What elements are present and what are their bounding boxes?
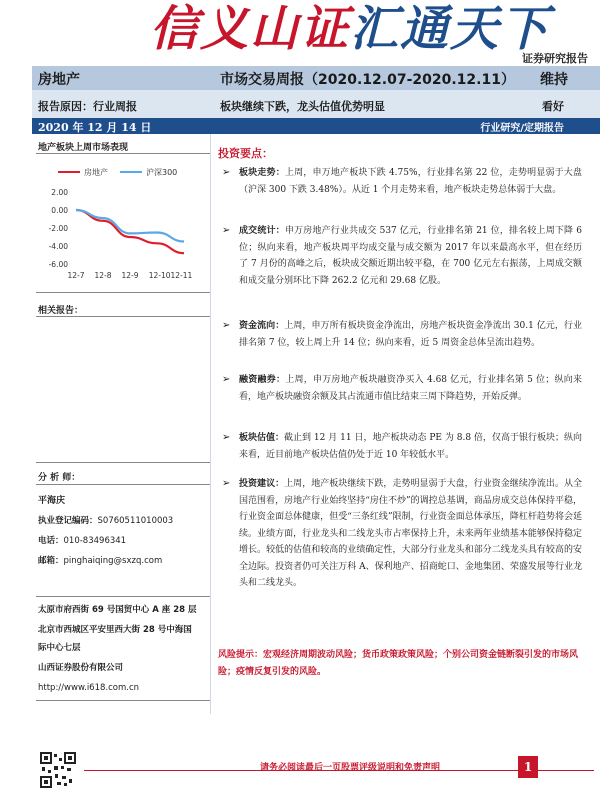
x-tick-label: 12-7 — [67, 271, 85, 280]
email-link[interactable]: pinghaiqing@sxzq.com — [63, 556, 163, 566]
divider — [36, 292, 210, 293]
industry-label: 房地产 — [38, 72, 80, 88]
arrow-bullet-icon: ➢ — [222, 478, 231, 489]
rating-action: 维持 — [540, 72, 568, 88]
bullet-label: 板块估值： — [239, 433, 285, 443]
arrow-bullet-icon: ➢ — [222, 374, 231, 385]
y-tick-label: -6.00 — [48, 260, 68, 269]
address-line-2: 北京市西城区平安里西大街 28 号中海国 — [38, 625, 192, 635]
report-subtitle: 板块继续下跌，龙头估值优势明显 — [220, 100, 385, 113]
address-line-1: 太原市府西街 69 号国贸中心 A 座 28 层 — [38, 605, 197, 615]
bullet-trend — [222, 165, 582, 198]
bullet-volume — [222, 223, 582, 289]
bullet-text: 上周，申万房地产板块融资净买入 4.68 亿元，行业排名第 5 位；纵向来看，地产板块融资余额及其占流通市值比结束三周下降趋势，开始反弹。 — [239, 375, 582, 402]
email-label: 邮箱： — [38, 556, 64, 566]
column-divider — [210, 134, 211, 714]
bullet-label: 资金流向： — [239, 321, 285, 331]
divider — [36, 700, 210, 701]
report-category: 行业研究/定期报告 — [480, 123, 564, 134]
license-line — [38, 514, 173, 526]
related-reports-title: 相关报告： — [38, 306, 84, 316]
license-value: S0760511010003 — [97, 516, 174, 526]
market-performance-chart — [34, 158, 212, 286]
risk-label: 风险提示： — [218, 650, 264, 660]
email-line — [38, 554, 162, 566]
divider — [36, 484, 210, 485]
bullet-text: 截止到 12 月 11 日，地产板块动态 PE 为 8.8 倍，仅高于银行板块；纵向来看，近目前地产板块估值仍处于近 10 年较低水平。 — [239, 433, 582, 460]
divider — [36, 153, 210, 154]
y-tick-label: -2.00 — [48, 224, 68, 233]
y-tick-label: 2.00 — [51, 188, 68, 197]
license-label: 执业登记编码： — [38, 516, 98, 526]
bullet-margin — [222, 372, 582, 405]
logo-text-blue: 汇通天下 — [350, 1, 551, 57]
divider — [36, 462, 210, 463]
risk-text: 宏观经济周期波动风险；货币政策政策风险；个别公司资金链断裂引发的市场风险；疫情反复引发的风险。 — [218, 650, 579, 677]
x-tick-label: 12-8 — [94, 271, 112, 280]
phone-label: 电话： — [38, 536, 64, 546]
bullet-investment-advice — [222, 476, 582, 592]
legend-label: 房地产 — [84, 168, 108, 177]
rating-value: 看好 — [542, 100, 564, 113]
x-tick-label: 12-9 — [121, 271, 139, 280]
bullet-label: 投资建议： — [239, 479, 285, 489]
y-tick-label: -4.00 — [48, 242, 68, 251]
legend-label: 沪深300 — [146, 168, 178, 177]
divider — [36, 596, 210, 597]
arrow-bullet-icon: ➢ — [222, 167, 231, 178]
analyst-heading: 分 析 师： — [38, 473, 81, 483]
bullet-valuation — [222, 430, 582, 463]
page-number: 1 — [518, 756, 538, 778]
chart-title: 地产板块上周市场表现 — [38, 143, 129, 153]
divider — [36, 316, 210, 317]
x-tick-label: 12-1012-11 — [148, 271, 193, 280]
bullet-label: 融资融券： — [239, 375, 286, 385]
y-tick-label: 0.00 — [51, 206, 68, 215]
company-name: 山西证券股份有限公司 — [38, 663, 124, 673]
qr-code-icon — [40, 752, 76, 788]
investment-points-heading: 投资要点： — [218, 147, 273, 160]
brand-logo — [150, 0, 550, 59]
analyst-name: 平海庆 — [38, 496, 66, 506]
disclaimer: 请务必阅读最后一页股票评级说明和免责声明 — [260, 763, 441, 773]
bullet-label: 成交统计： — [239, 226, 285, 236]
report-reason: 报告原因：行业周报 — [38, 100, 137, 113]
phone-value: 010-83496341 — [63, 536, 127, 546]
report-date: 2020 年 12 月 14 日 — [38, 121, 152, 134]
bullet-text: 申万房地产行业共成交 537 亿元，行业排名第 21 位，排名较上周下降 6 位；纵向来看，地产板块周平均成交量与成交额为 2017 年以来最高水平，但在经历了 7 月份的高峰之后，板块成交额近期出较平稳，在 700 亿元左右振荡，上周成交额和成交量分别环比下降 262.2 亿元和 29.68 亿股。 — [239, 226, 582, 286]
logo-text-red: 信义山证 — [150, 1, 351, 57]
arrow-bullet-icon: ➢ — [222, 432, 231, 443]
address-line-3: 际中心七层 — [38, 643, 81, 653]
website-link[interactable]: http://www.i618.com.cn — [38, 683, 140, 693]
bullet-label: 板块走势： — [239, 168, 285, 178]
arrow-bullet-icon: ➢ — [222, 225, 231, 236]
bullet-capital-flow — [222, 318, 582, 351]
bullet-text: 上周，申万地产板块下跌 4.75%，行业排名第 22 位，走势明显弱于大盘（沪深 300 下跌 3.48%）。从近 1 个月走势来看，地产板块走势总体弱于大盘。 — [239, 168, 582, 195]
bullet-text: 上周，地产板块继续下跌，走势明显弱于大盘，行业资金继续净流出。从全国范围看，房地产行业始终坚持“房住不炒”的调控总基调，商品房成交总体保持平稳，行业资金面总体健康，但受“三条红线”限制，行业资金面总体承压，降杠杆趋势将会延续。业绩方面，行业龙头和二线龙头市占率保持上升，未来两年业绩基本能够保持稳定增长。较低的估值和较高的业绩确定性，大部分行业龙头和部分二线龙头具有较高的安全边际。投资者仍可关注万科 A、保利地产、招商蛇口、金地集团、荣盛发展等行业龙头和二线龙头。 — [239, 479, 582, 588]
report-type: 证券研究报告 — [522, 52, 588, 65]
phone-line — [38, 534, 126, 546]
report-title: 市场交易周报（2020.12.07-2020.12.11） — [220, 72, 515, 88]
risk-warning — [218, 647, 584, 681]
bullet-text: 上周，申万所有板块资金净流出，房地产板块资金净流出 30.1 亿元，行业排名第 7 位，较上周上升 14 位；纵向来看，近 5 周资金总体呈流出趋势。 — [239, 321, 582, 348]
arrow-bullet-icon: ➢ — [222, 320, 231, 331]
